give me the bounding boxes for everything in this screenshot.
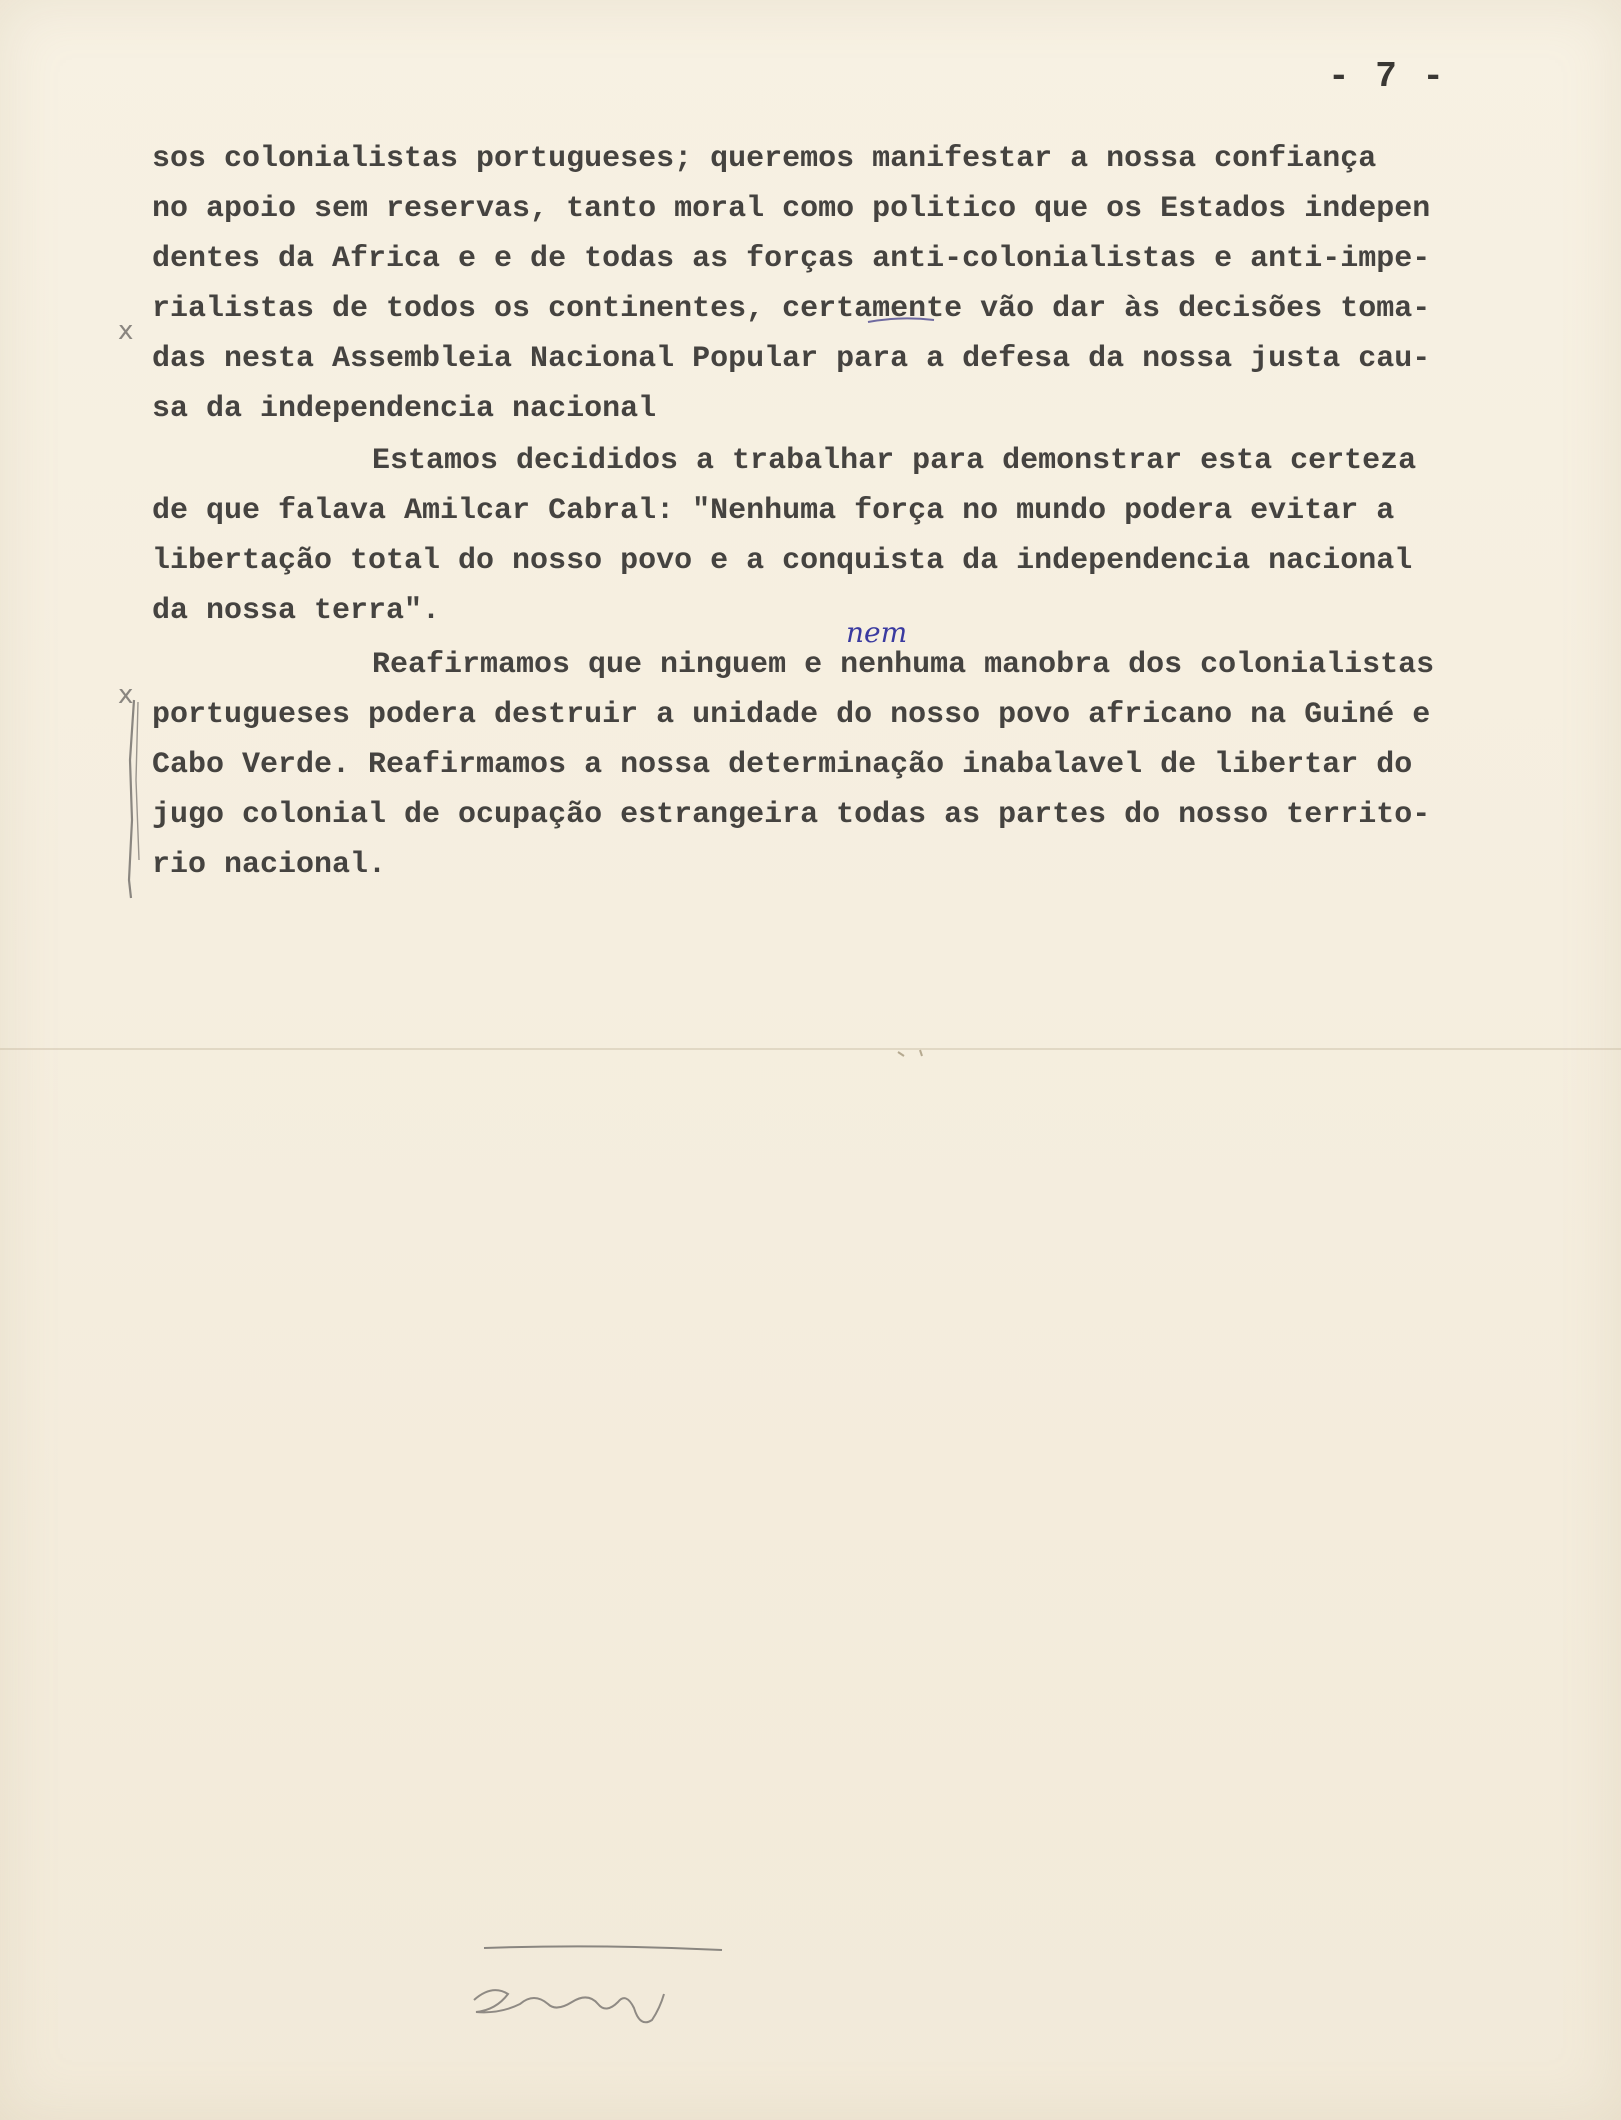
text-line: das nesta Assembleia Nacional Popular para a defesa da nossa justa cau-	[152, 342, 1431, 376]
margin-bracket-line	[129, 700, 134, 898]
margin-bracket-line	[136, 702, 139, 860]
fold-speck	[920, 1050, 922, 1056]
text-line: sa da independencia nacional	[152, 392, 657, 426]
text-line: portugueses podera destruir a unidade do nosso povo africano na Guiné e	[152, 698, 1431, 732]
text-line: Reafirmamos que ninguem e nenhuma manobra dos colonialistas	[372, 648, 1435, 682]
handwritten-insertion: nem	[846, 616, 908, 649]
margin-mark-x: x	[118, 316, 134, 346]
text-line: rio nacional.	[152, 848, 387, 882]
text-line: sos colonialistas portugueses; queremos manifestar a nossa confiança	[152, 142, 1377, 176]
page-number: - 7 -	[1328, 56, 1447, 97]
text-line: dentes da Africa e e de todas as forças anti-colonialistas e anti-impe-	[152, 242, 1431, 276]
pencil-tick	[868, 318, 934, 322]
text-line: de que falava Amilcar Cabral: "Nenhuma força no mundo podera evitar a	[152, 494, 1395, 528]
text-line: Estamos decididos a trabalhar para demonstrar esta certeza	[372, 444, 1417, 478]
margin-mark-x: x	[118, 680, 134, 710]
text-line: Cabo Verde. Reafirmamos a nossa determinação inabalavel de libertar do	[152, 748, 1413, 782]
signature-line	[484, 1946, 722, 1950]
text-line: jugo colonial de ocupação estrangeira todas as partes do nosso territo-	[152, 798, 1431, 832]
signature-scribble	[474, 1990, 664, 2022]
text-line: no apoio sem reservas, tanto moral como politico que os Estados indepen	[152, 192, 1431, 226]
text-line: libertação total do nosso povo e a conquista da independencia nacional	[152, 544, 1413, 578]
text-line: da nossa terra".	[152, 594, 441, 628]
fold-speck	[898, 1052, 904, 1056]
text-line: rialistas de todos os continentes, certamente vão dar às decisões toma-	[152, 292, 1431, 326]
